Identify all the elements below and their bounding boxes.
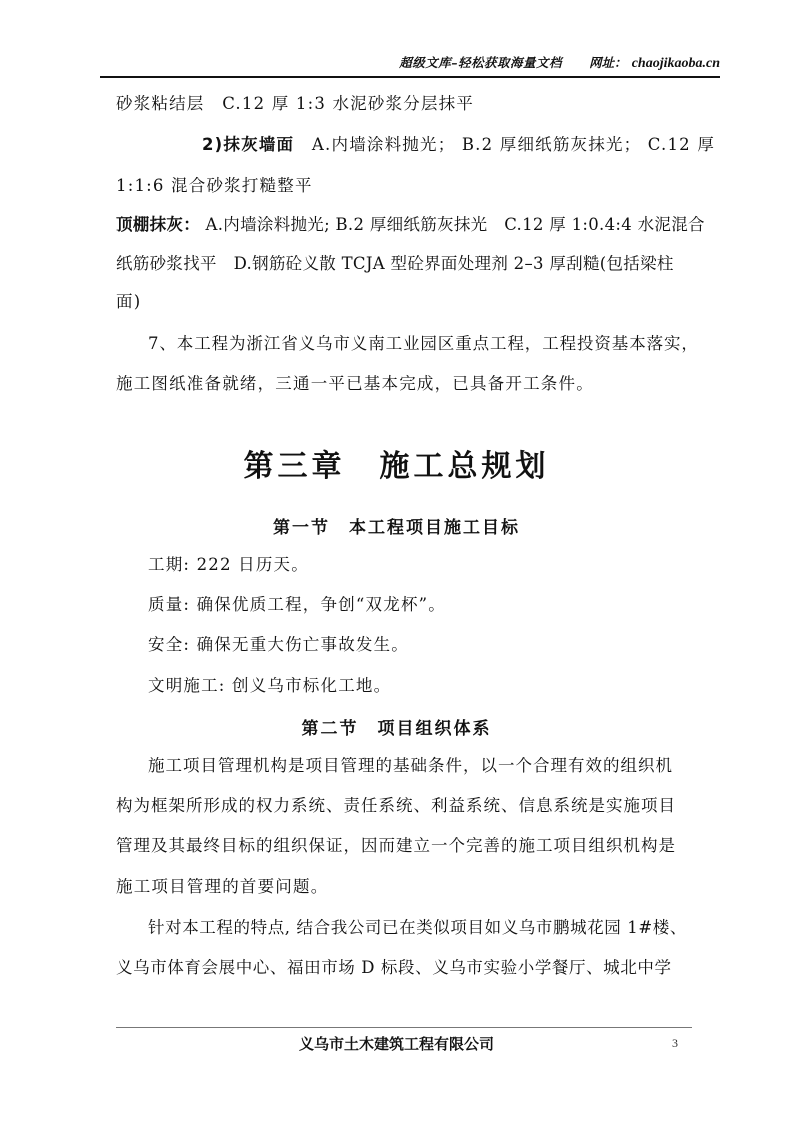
paragraph-line: 义乌市体育会展中心、福田市场 D 标段、义乌市实验小学餐厅、城北中学	[116, 958, 672, 977]
plaster-wall-line	[202, 133, 722, 157]
header-url-label: 网址：	[589, 55, 627, 70]
footer-divider	[116, 1027, 692, 1028]
paragraph-line: 构为框架所形成的权力系统、责任系统、利益系统、信息系统是实施项目	[116, 796, 676, 815]
footer-company-name: 义乌市土木建筑工程有限公司	[298, 1035, 494, 1053]
paragraph-line: 管理及其最终目标的组织保证，因而建立一个完善的施工项目组织机构是	[116, 836, 676, 855]
goal-item: 工期: 222 日历天。	[148, 555, 309, 574]
ceiling-plaster-line	[116, 213, 720, 237]
paragraph-line: 施工项目管理的首要问题。	[116, 877, 329, 896]
header-site-name: 超级文库–轻松获取海量文档	[399, 55, 563, 70]
body-line: 纸筋砂浆找平 D.钢筋砼义散 TCJA 型砼界面处理剂 2–3 厚刮糙(包括梁柱	[116, 254, 674, 273]
ceiling-plaster-label: 顶棚抹灰：	[116, 215, 200, 234]
ceiling-plaster-text: A.内墙涂料抛光; B.2 厚细纸筋灰抹光 C.12 厚 1:0.4:4 水泥混合	[200, 215, 705, 234]
plaster-wall-label: 2)抹灰墙面	[202, 135, 295, 154]
chapter-title: 第三章 施工总规划	[243, 449, 550, 484]
page-number: 3	[672, 1036, 678, 1050]
body-line: 砂浆粘结层 C.12 厚 1:3 水泥砂浆分层抹平	[116, 94, 475, 113]
goal-item: 安全: 确保无重大伤亡事故发生。	[148, 635, 410, 654]
section-title: 第二节 项目组织体系	[301, 719, 492, 739]
header-url: chaojikaoba.cn	[631, 56, 720, 71]
body-line: 1:1:6 混合砂浆打糙整平	[116, 176, 313, 195]
plaster-wall-text: A.内墙涂料抛光； B.2 厚细纸筋灰抹光； C.12 厚	[294, 135, 716, 154]
body-line: 面)	[116, 292, 142, 311]
page-header	[100, 52, 720, 78]
goal-item: 质量: 确保优质工程，争创“双龙杯”。	[148, 595, 446, 614]
paragraph-line: 施工项目管理机构是项目管理的基础条件，以一个合理有效的组织机	[148, 756, 673, 775]
paragraph-line: 针对本工程的特点, 结合我公司已在类似项目如义乌市鹏城花园 1#楼、	[148, 918, 687, 937]
goal-item: 文明施工: 创义乌市标化工地。	[148, 676, 392, 695]
section-title: 第一节 本工程项目施工目标	[273, 518, 520, 538]
item7-line: 7、本工程为浙江省义乌市义南工业园区重点工程，工程投资基本落实，	[148, 334, 699, 353]
body-line: 施工图纸准备就绪，三通一平已基本完成，已具备开工条件。	[116, 374, 594, 393]
